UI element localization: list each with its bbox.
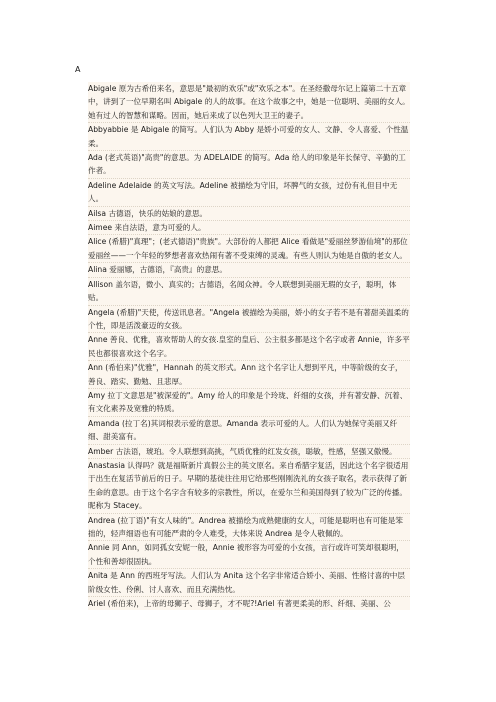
name-entry: Adeline Adelaide 的英文写法。Adeline 被描绘为守旧，坏脾气的女孩，过份有礼但目中无人。 — [88, 179, 410, 207]
name-entry: Amanda (拉丁名)其词根表示爱的意思。Amanda 表示可爱的人。人们认为她保守美丽又纤细、甜美富有。 — [88, 417, 410, 445]
name-entry: Anne 善良、优雅，喜欢帮助人的女孩.皇室的皇后、公主很多都是这个名字或者 Annie，许多平民也都很喜欢这个名字。 — [88, 333, 410, 361]
name-entry: Amber 古法语，琥珀。令人联想到高挑，气质优雅的红发女孩，聪敏，性感，坚强又傲慢。 — [88, 445, 410, 459]
name-entry-list — [88, 82, 410, 610]
name-entry: Ariel (希伯来)，上帝的母狮子、母狮子，才不呢?!Ariel 有著更柔美的形、纤细、美丽、公 — [88, 599, 391, 609]
name-entry: Aimee 来自法语，意为可爱的人。 — [88, 221, 410, 235]
name-entry: Abigale 原为古希伯来名，意思是"最初的欢乐"或"欢乐之本"。在圣经撒母尔记上篇第二十五章中，讲到了一位早期名叫 Abigale 的人的故事。在这个故事之中，她是一位聪明、美丽的女人。她有过人的智慧和谋略。因而，她后来成了以色列大卫王的妻子。 — [88, 82, 410, 123]
name-entry: Abbyabbie 是 Abigale 的简写。人们认为 Abby 是娇小可爱的女人、文静、令人喜爱、个性温柔。 — [88, 123, 410, 151]
name-entry: Angela (希腊)"天使，传送讯息者。"Angela 被描绘为美丽，娇小的女子若不是有著甜美温柔的个性，即是活泼豪迈的女孩。 — [88, 306, 410, 334]
name-entry: Amy 拉丁文意思是"被深爱的"。Amy 给人的印象是个玲珑、纤细的女孩，并有著安静、沉着、有文化素养及宽雅的特质。 — [88, 389, 410, 417]
name-entry: Alice (希腊)"真理"；(老式德语)"贵族"。大部份的人都把 Alice 看做是"爱丽丝梦游仙境"的那位爱丽丝——一个年轻的梦想者喜欢热闹有著不受束缚的灵魂。有些人则认为她是自傲的老女人。 — [88, 235, 410, 263]
name-entry: Ann (希伯来)"优雅"，Hannah 的英文形式。Ann 这个名字让人想到平凡，中等阶级的女子，善良、踏实、勤勉、且悲厚。 — [88, 361, 410, 389]
name-entry: Alina 爱丽娜，古德语，『高贵』的意思。 — [88, 263, 410, 277]
name-entry: Ailsa 古德语，快乐的姑娘的意思。 — [88, 207, 410, 221]
name-entry: Andrea (拉丁语)"有女人味的"。Andrea 被描绘为成熟健康的女人，可能是聪明也有可能是笨拙的，轻声细语也有可能严肃的令人难受，大体来说 Andrea 是令人敬佩的。 — [88, 514, 410, 542]
section-letter-heading: A — [75, 65, 81, 74]
name-entry: Anita 是 Ann 的西班牙写法。人们认为 Anita 这个名字非常适合娇小、美丽、性格讨喜的中层阶级女性、伶俐、讨人喜欢、而且充满热忱。 — [88, 569, 410, 597]
name-entry: Anastasia 认得吗？就是福斯新片真假公主的英文原名。来自希腊字复活，因此这个名字很适用于出生在复活节前后的日子。早期的基徒往往用它给那些刚刚洗礼的女孩子取名，表示获得了新生命的意思。由于这个名字含有较多的宗教性，所以，在爱尔兰和美国得到了较为广泛的传播。昵称为 Stacey。 — [88, 459, 410, 514]
name-entry: Ada (老式英语)"高贵"的意思。为 ADELAIDE 的简写。Ada 给人的印象是年长保守、辛勤的工作者。 — [88, 151, 410, 179]
name-entry: Annie 同 Ann，如同孤女安妮一般，Annie 被形容为可爱的小女孩，言行或许可笑却很聪明，个性和善却很固执。 — [88, 541, 410, 569]
name-entry: Allison 盖尔语，微小、真实的；古德语，名闻众神。令人联想到美丽无瑕的女子，聪明，体贴。 — [88, 278, 410, 306]
